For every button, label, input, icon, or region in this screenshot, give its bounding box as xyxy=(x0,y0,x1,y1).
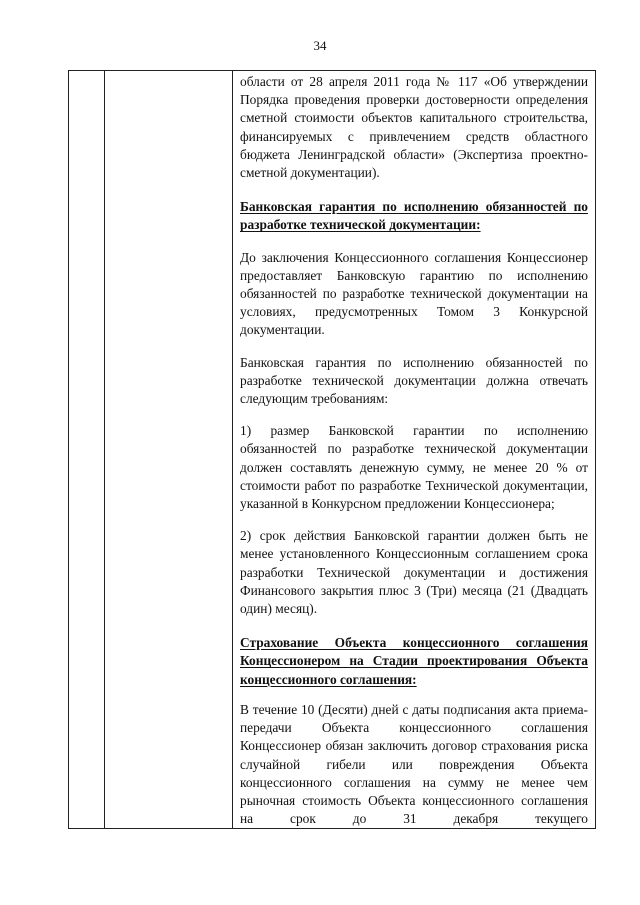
heading-insurance: Страхование Объекта концессионного соглашения Концессионером на Стадии проектирования Объекта концессионного соглашения: xyxy=(240,635,588,687)
requirement-item-term: 2) срок действия Банковской гарантии должен быть не менее установленного Концессионным соглашением срока разработки Технической документации и достижения Финансового закрытия плюс 3 (Три) месяца (21 (Двадцать один) месяц). xyxy=(240,528,588,617)
requirement-item-amount: 1) размер Банковской гарантии по исполнению обязанностей по разработке технической документации должен составлять денежную сумму, не менее 20 % от стоимости работ по разработке Технической документации, указанной в Конкурсном предложении Концессионера; xyxy=(240,423,588,512)
page-number: 34 xyxy=(313,38,327,53)
table-column-number xyxy=(69,71,105,828)
document-table xyxy=(68,70,596,829)
paragraph-insurance-obligation: В течение 10 (Десяти) дней с даты подписания акта приема-передачи Объекта концессионного соглашения Концессионер обязан заключить договор страхования риска случайной гибели или повреждения Объекта концессионного соглашения на сумму не менее чем рыночная стоимость Объекта концессионного соглашения на срок до 31 декабря текущего xyxy=(240,701,588,827)
paragraph-guarantee-before-agreement: До заключения Концессионного соглашения Концессионер предоставляет Банковскую гарантию по исполнению обязанностей по разработке технической документации на условиях, предусмотренных Томом 3 Конкурсной документации. xyxy=(240,249,588,338)
table-column-content xyxy=(233,71,595,828)
heading-bank-guarantee: Банковская гарантия по исполнению обязанностей по разработке технической документации: xyxy=(240,199,588,233)
paragraph-guarantee-requirements: Банковская гарантия по исполнению обязанностей по разработке технической документации должна отвечать следующим требованиям: xyxy=(240,354,588,407)
table-column-title xyxy=(105,71,233,828)
paragraph-expertise-reference: области от 28 апреля 2011 года № 117 «Об утверждении Порядка проведения проверки достоверности определения сметной стоимости объектов капитального строительства, финансируемых с привлечением средств областного бюджета Ленинградской области» (Экспертиза проектно-сметной документации). xyxy=(240,74,588,181)
